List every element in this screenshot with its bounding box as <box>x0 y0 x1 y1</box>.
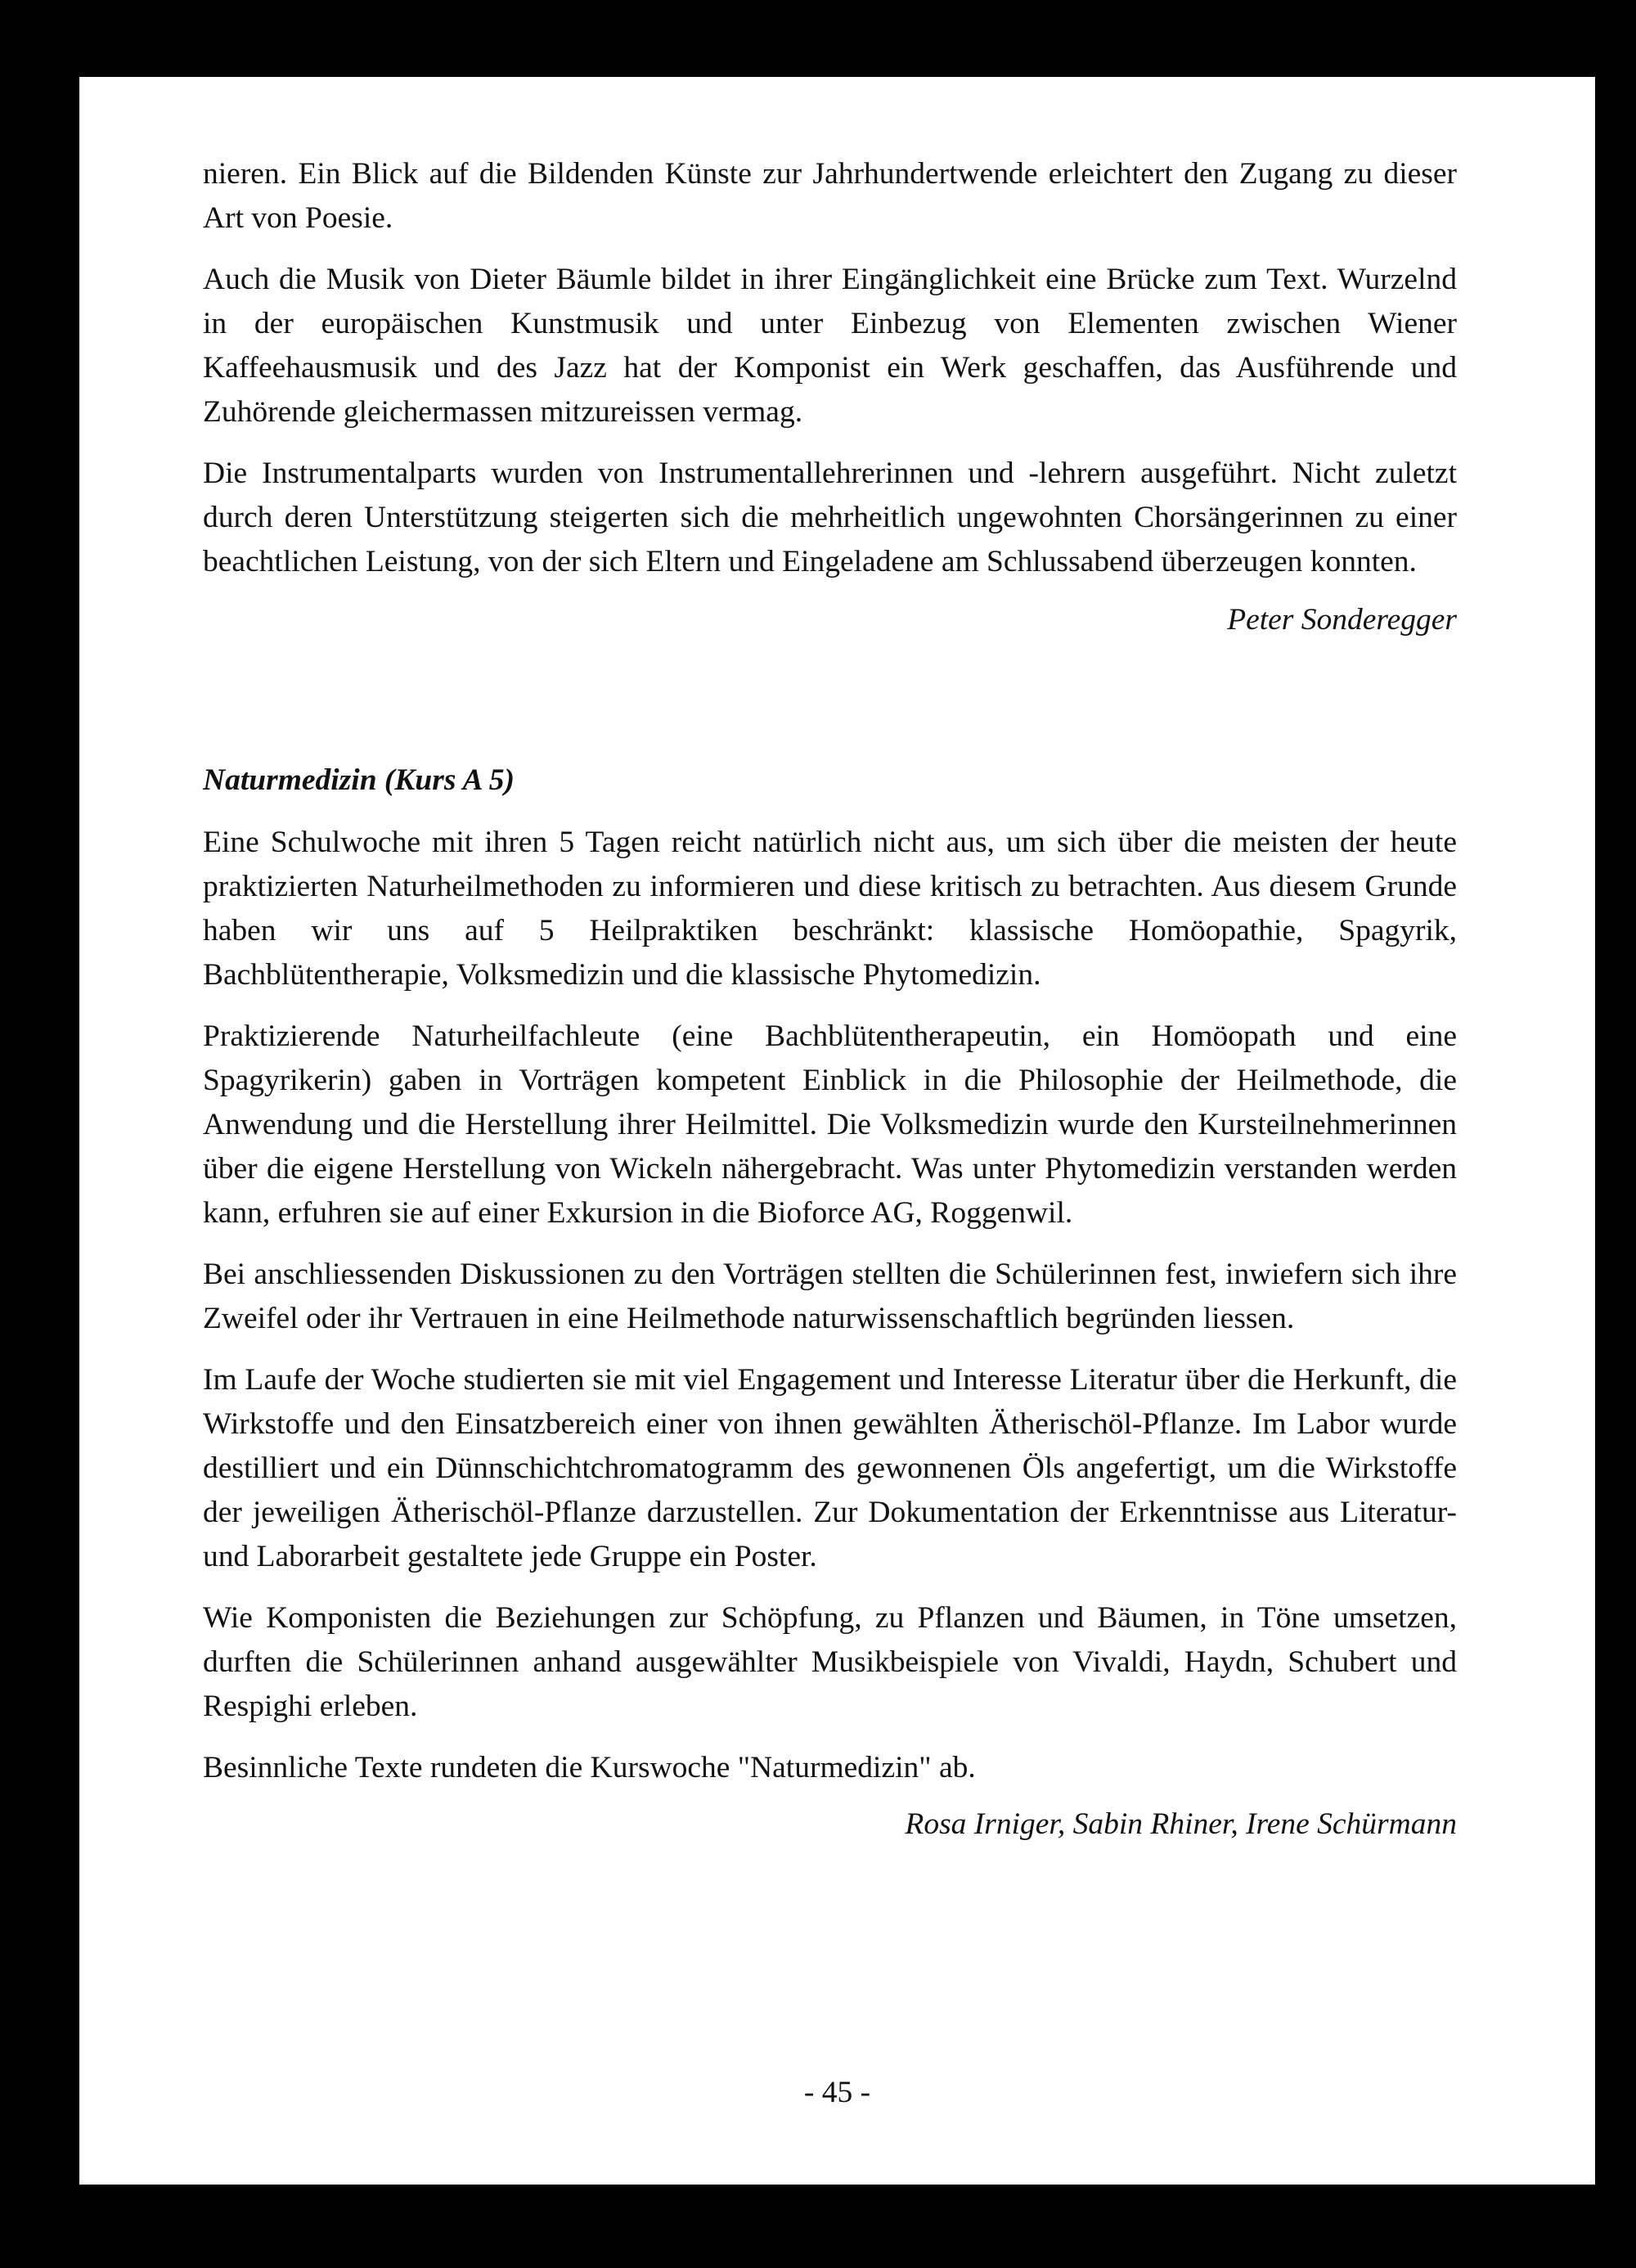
paragraph-discussions: Bei anschliessenden Diskussionen zu den Vorträgen stellten die Schülerinnen fest, inwiefern sich ihre Zweifel oder ihr Vertrauen in eine Heilmethode naturwissenschaftlich begründen liessen. <box>203 1258 1457 1335</box>
paragraph-school-week: Eine Schulwoche mit ihren 5 Tagen reicht natürlich nicht aus, um sich über die meisten der heute praktizierten Naturheilmethoden zu informieren und diese kritisch zu betrachten. Aus diesem Grunde haben wir uns auf 5 Heilpraktiken beschränkt: klassische Homöopathie, Spagyrik, Bachblütentherapie, Volksmedizin und die klassische Phytomedizin. <box>203 826 1457 992</box>
paragraph-music: Auch die Musik von Dieter Bäumle bildet in ihrer Eingänglichkeit eine Brücke zum Text. Wurzelnd in der europäischen Kunstmusik und unter Einbezug von Elementen zwischen Wiener Kaffeehausmusik und des Jazz hat der Komponist ein Werk geschaffen, das Ausführende und Zuhörende gleichermassen mitzureissen vermag. <box>203 263 1457 429</box>
paragraph-composers: Wie Komponisten die Beziehungen zur Schöpfung, zu Pflanzen und Bäumen, in Töne umsetzen, durften die Schülerinnen anhand ausgewählter Musikbeispiele von Vivaldi, Haydn, Schubert und Respighi erleben. <box>203 1601 1457 1723</box>
paragraph-literature-lab: Im Laufe der Woche studierten sie mit viel Engagement und Interesse Literatur über die Herkunft, die Wirkstoffe und den Einsatzbereich einer von ihnen gewählten Ätherischöl-Pflanze. Im Labor wurde destilliert und ein Dünnschichtchromatogramm des gewonnenen Öls angefertigt, um die Wirkstoffe der jeweiligen Ätherischöl-Pflanze darzustellen. Zur Dokumentation der Erkenntnisse aus Literatur- und Laborarbeit gestaltete jede Gruppe ein Poster. <box>203 1363 1457 1573</box>
paragraph-instrumental: Die Instrumentalparts wurden von Instrumentallehrerinnen und -lehrern ausgeführt. Nicht zuletzt durch deren Unterstützung steigerten sich die mehrheitlich ungewohnten Chorsängerinnen zu einer beachtlichen Leistung, von der sich Eltern und Eingeladene am Schlussabend überzeugen konnten. <box>203 457 1457 578</box>
section-title: Naturmedizin (Kurs A 5) <box>203 763 515 797</box>
author-signature-1: Peter Sonderegger <box>1227 603 1457 637</box>
page-number: - 45 - <box>803 2076 871 2109</box>
document-page <box>79 77 1595 2185</box>
paragraph-poetry-intro: nieren. Ein Blick auf die Bildenden Künste zur Jahrhundertwende erleichtert den Zugang zu dieser Art von Poesie. <box>203 157 1457 235</box>
page-content <box>203 152 1457 1847</box>
paragraph-closing: Besinnliche Texte rundeten die Kurswoche "Naturmedizin" ab. <box>203 1751 976 1784</box>
author-signature-2: Rosa Irniger, Sabin Rhiner, Irene Schürmann <box>905 1807 1457 1841</box>
paragraph-practitioners: Praktizierende Naturheilfachleute (eine Bachblütentherapeutin, ein Homöopath und eine Spagyrikerin) gaben in Vorträgen kompetent Einblick in die Philosophie der Heilmethode, die Anwendung und die Herstellung ihrer Heilmittel. Die Volksmedizin wurde den Kursteilnehmerinnen über die eigene Herstellung von Wickeln nähergebracht. Was unter Phytomedizin verstanden werden kann, erfuhren sie auf einer Exkursion in die Bioforce AG, Roggenwil. <box>203 1019 1457 1230</box>
